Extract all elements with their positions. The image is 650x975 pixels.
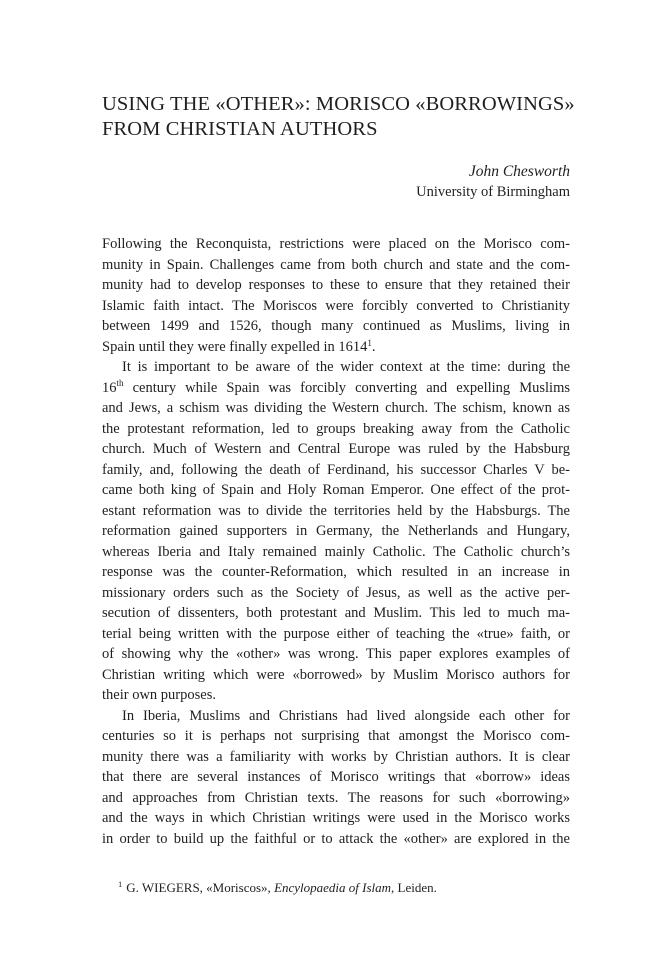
- body-line: Islamic faith intact. The Moriscos were forcibly converted to Christianity: [102, 297, 570, 314]
- body-line: church. Much of Western and Central Europe was ruled by the Habsburg: [102, 441, 570, 457]
- ordinal-superscript: th: [116, 377, 124, 388]
- footnote-text: Leiden.: [394, 880, 437, 895]
- body-line: whereas Iberia and Italy remained mainly Catholic. The Catholic church’s: [102, 543, 570, 560]
- body-line: between 1499 and 1526, though many continued as Muslims, living in: [102, 318, 570, 334]
- body-line: It is important to be aware of the wider context at the time: during the: [122, 359, 570, 375]
- body-line: Following the Reconquista, restrictions were placed on the Morisco com-: [102, 236, 570, 252]
- footnote-reference[interactable]: 1: [367, 337, 372, 348]
- body-line: came both king of Spain and Holy Roman Emperor. One effect of the prot-: [102, 482, 570, 498]
- body-line: family, and, following the death of Ferdinand, his successor Charles V be-: [102, 461, 570, 478]
- body-line: In Iberia, Muslims and Christians had lived alongside each other for: [122, 707, 570, 724]
- body-line: secution of dissenters, both protestant and Muslim. This led to much ma-: [102, 605, 570, 621]
- body-line: munity in Spain. Challenges came from both church and state and the com-: [102, 256, 570, 273]
- footnote: [118, 880, 437, 896]
- body-line: and Jews, a schism was dividing the Western church. The schism, known as: [102, 400, 570, 416]
- body-line: their own purposes.: [102, 687, 216, 703]
- body-line-text: 16: [102, 379, 117, 396]
- body-line: missionary orders such as the Society of Jesus, as well as the active per-: [102, 584, 570, 601]
- footnote-text: G. WIEGERS, «Moriscos»,: [126, 880, 275, 895]
- author-affiliation: University of Birmingham: [416, 184, 570, 200]
- body-line: terial being written with the purpose either of teaching the «true» faith, or: [102, 625, 570, 642]
- body-line: response was the counter-Reformation, which resulted in an increase in: [102, 564, 570, 580]
- body-line: munity there was a familiarity with works by Christian authors. It is clear: [102, 748, 570, 765]
- body-line-text: .: [371, 338, 376, 355]
- paper-title-line-2: FROM CHRISTIAN AUTHORS: [102, 118, 378, 140]
- footnote-number: 1: [118, 879, 123, 889]
- body-line-text: Spain until they were finally expelled in 1614: [102, 338, 368, 355]
- footnote-source-title: Encylopaedia of Islam,: [274, 880, 395, 895]
- body-line: [102, 378, 570, 399]
- body-text: [102, 234, 570, 849]
- body-line: reformation gained supporters in Germany, the Netherlands and Hungary,: [102, 523, 570, 539]
- paper-title-line-1: USING THE «OTHER»: MORISCO «BORROWINGS»: [102, 93, 575, 115]
- paper-title: [102, 92, 582, 142]
- body-line: and the ways in which Christian writings were used in the Morisco works: [102, 810, 570, 826]
- body-line: and approaches from Christian texts. The reasons for such «borrowing»: [102, 789, 570, 806]
- body-line: [102, 337, 570, 358]
- body-line: the protestant reformation, led to groups breaking away from the Catholic: [102, 420, 570, 437]
- author-block: [416, 162, 570, 202]
- body-line: estant reformation was to divide the territories held by the Habsburgs. The: [102, 502, 570, 519]
- body-line: in order to build up the faithful or to attack the «other» are explored in the: [102, 830, 570, 847]
- body-line: centuries so it is perhaps not surprising that amongst the Morisco com-: [102, 728, 570, 744]
- author-name: John Chesworth: [468, 163, 570, 180]
- body-line: of showing why the «other» was wrong. This paper explores examples of: [102, 646, 570, 662]
- body-line: Christian writing which were «borrowed» by Muslim Morisco authors for: [102, 666, 570, 683]
- body-line: munity had to develop responses to these to ensure that they retained their: [102, 277, 570, 293]
- body-line-text: century while Spain was forcibly converting and expelling Muslims: [123, 379, 570, 396]
- body-line: that there are several instances of Morisco writings that «borrow» ideas: [102, 769, 570, 785]
